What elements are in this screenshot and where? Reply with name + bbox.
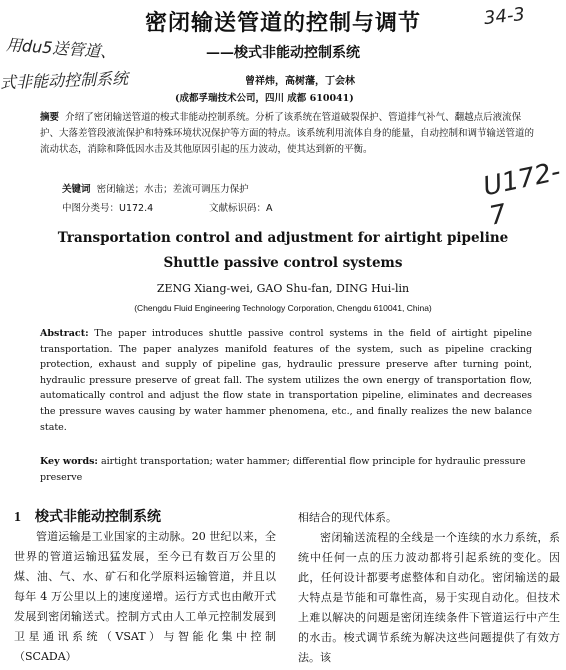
authors-english: ZENG Xiang-wei, GAO Shu-fan, DING Hui-lin xyxy=(156,282,410,295)
keywords-english-label: Key words: xyxy=(40,456,98,467)
body-paragraph: 密闭输送流程的全线是一个连续的水力系统，系统中任何一点的压力波动都将引起系统的变化。因此，任何设计都要考虑整体和自动化。密闭输送的最大特点是节能和可靠性高，易于实现自动化。但技术上难以解决的问题是密闭连续条件下管道运行中产生的水击。梭式调节系统为解决这些问题提供了有效方法。该 xyxy=(298,531,560,664)
section-number: 1 xyxy=(14,510,21,525)
clc-value: U172.4 xyxy=(119,203,154,214)
abstract-chinese-text: 介绍了密闭输送管道的梭式非能动控制系统。分析了该系统在管道破裂保护、管道排气补气、翻越点后液流保护、大落差管段液流保护和特殊环境状况保护等方面的特点。该系统利用流体自身的能量，自动控制和调节输送管道的流动状态，消除和降低因水击及其他原因引起的压力波动，使其达到新的平衡。 xyxy=(40,112,535,155)
paper-title-chinese: 密闭输送管道的控制与调节 xyxy=(144,10,421,36)
affiliation-english: (Chengdu Fluid Engineering Technology Corporation, Chengdu 610041, China) xyxy=(134,303,432,313)
body-column-right xyxy=(298,508,560,668)
doc-code-label: 文献标识码： xyxy=(209,203,267,214)
keywords-chinese xyxy=(62,181,249,195)
affiliation-chinese: (成都孚瑞技术公司，四川 成都 610041) xyxy=(175,93,354,104)
handwritten-classification: U172-7 xyxy=(480,156,564,232)
abstract-chinese-label: 摘要 xyxy=(40,112,60,123)
authors-chinese: 曾祥炜，高树藩，丁会林 xyxy=(245,76,355,87)
title-english-line1: Transportation control and adjustment for airtight pipeline xyxy=(57,230,509,246)
section-title: 梭式非能动控制系统 xyxy=(35,509,161,525)
body-paragraph-continued: 相结合的现代体系。 xyxy=(298,511,397,524)
abstract-chinese xyxy=(40,110,540,158)
handwritten-page-number: 34-3 xyxy=(483,3,526,30)
body-column-left xyxy=(14,527,276,667)
paper-subtitle-chinese: ——梭式非能动控制系统 xyxy=(206,45,360,61)
keywords-chinese-text: 密闭输送；水击；差流可调压力保护 xyxy=(96,184,249,195)
title-english-line2: Shuttle passive control systems xyxy=(163,255,403,271)
handwritten-note: 式非能动控制系统 xyxy=(0,68,129,93)
doc-code-value: A xyxy=(266,203,273,214)
abstract-english xyxy=(40,326,532,435)
body-paragraph: 管道运输是工业国家的主动脉。20 世纪以来，全世界的管道运输迅猛发展，至今已有数百万公里的煤、油、气、水、矿石和化学原料运输管道，并且以每年 4 万公里以上的速度递增。运行方式也由敞开式发展到密闭输送式。控制方式由人工单元控制发展到卫星通讯系统（VSAT）与智能化集中控制（SCADA） xyxy=(14,530,276,663)
abstract-english-label: Abstract: xyxy=(40,328,89,339)
handwritten-note: 用du5送管道、 xyxy=(5,35,117,62)
keywords-english-text: airtight transportation; water hammer; differential flow principle for hydraulic pressure preserve xyxy=(40,456,526,483)
classification-line xyxy=(62,200,273,214)
section-heading xyxy=(14,506,161,526)
keywords-english xyxy=(40,454,532,485)
keywords-chinese-label: 关键词 xyxy=(62,184,91,195)
clc-label: 中图分类号： xyxy=(62,203,120,214)
paper-title-english xyxy=(0,226,566,276)
abstract-english-text: The paper introduces shuttle passive control systems in the field of airtight pipeline transportation. The paper analyzes manifold features of the system, such as pipeline cracking protection, exhaust and supply of pipeline gas, hydraulic pressure preserve after turning point, hydraulic pressure preserve of great fall. The system utilizes the own energy of transportation flow, automatically control and adjust the flow state in transportation pipeline, eliminates and decreases the pressure waves causing by water hammer phenomena, etc., and finally realizes the new balance state. xyxy=(40,328,532,433)
